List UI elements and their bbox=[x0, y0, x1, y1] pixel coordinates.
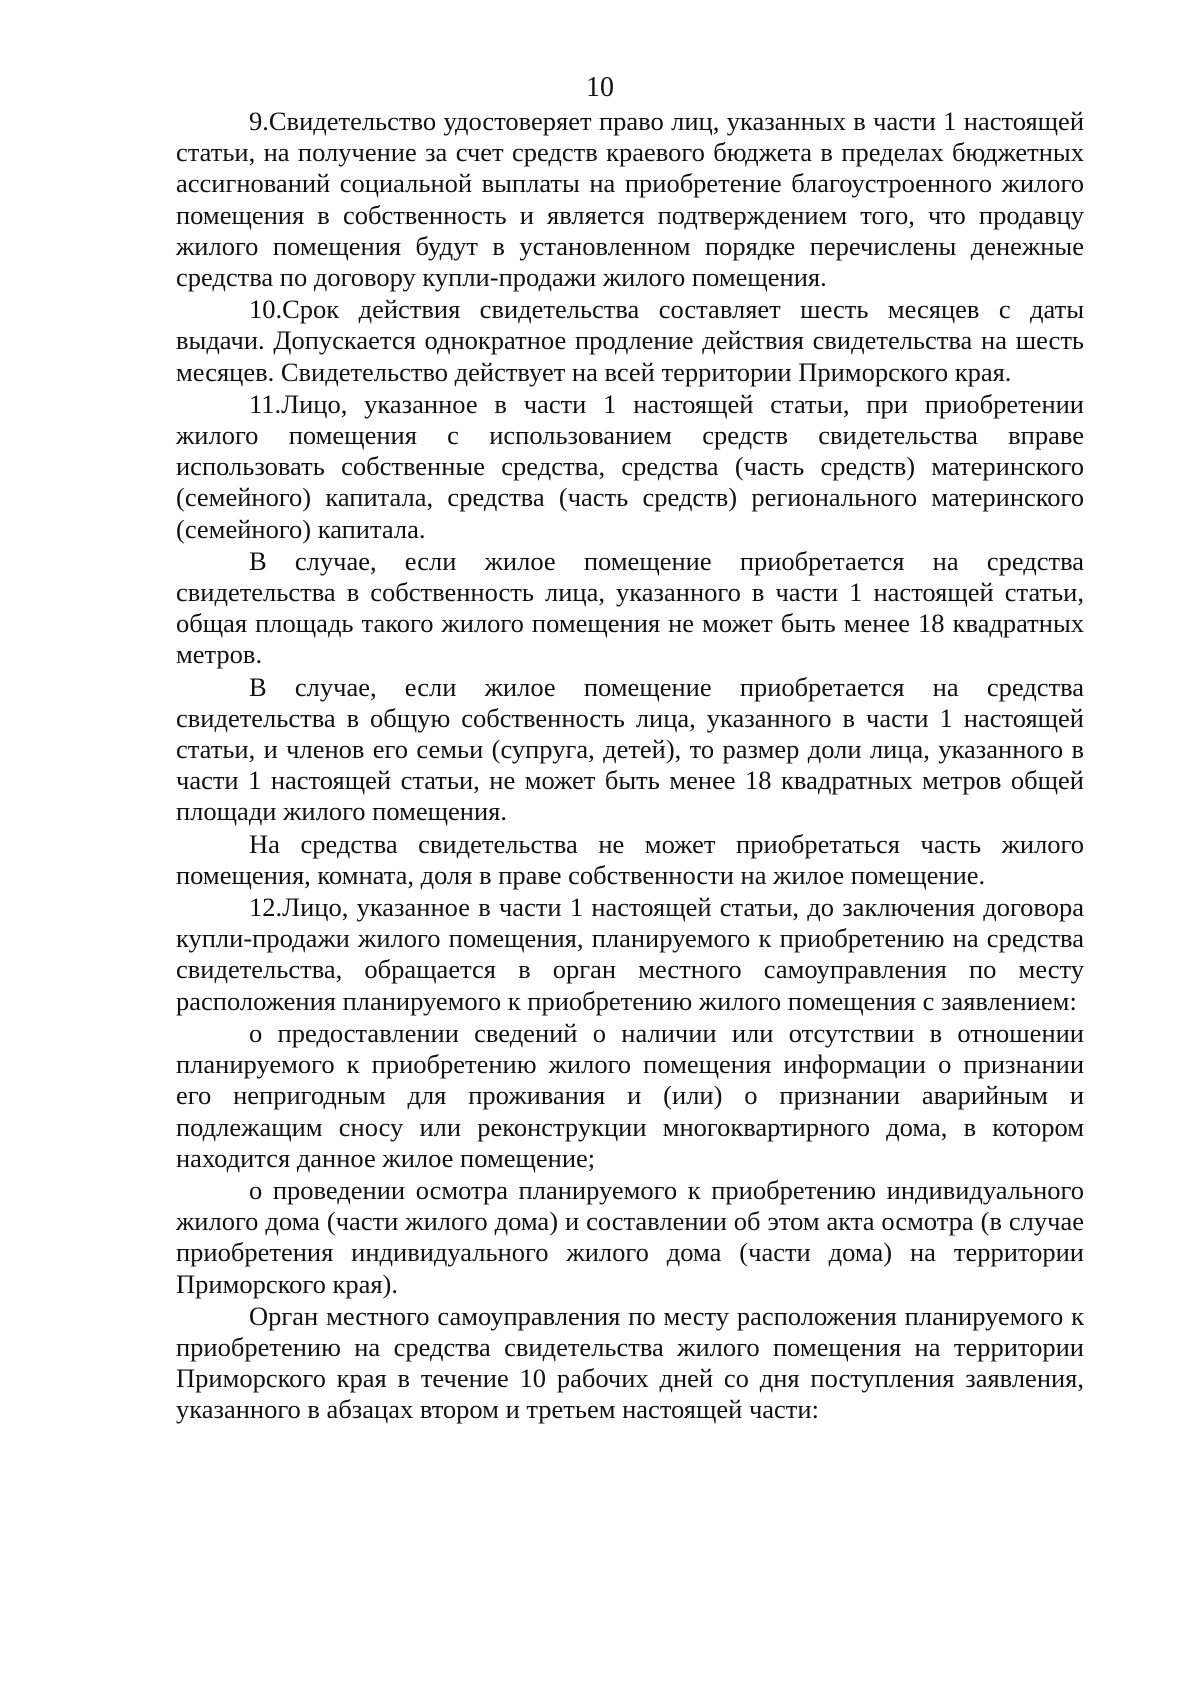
document-body bbox=[176, 106, 1084, 1427]
paragraph-9: 9.Свидетельство удостоверяет право лиц, указанных в части 1 настоящей статьи, на получение за счет средств краевого бюджета в пределах бюджетных ассигнований социальной выплаты на приобретение благоустроенного жилого помещения в собственность и является подтверждением того, что продавцу жилого помещения будут в установленном порядке перечислены денежные средства по договору купли-продажи жилого помещения. bbox=[176, 106, 1084, 293]
paragraph-12: 12.Лицо, указанное в части 1 настоящей статьи, до заключения договора купли-продажи жилого помещения, планируемого к приобретению на средства свидетельства, обращается в орган местного самоуправления по месту расположения планируемого к приобретению жилого помещения с заявлением: bbox=[176, 892, 1084, 1016]
paragraph-10: 10.Срок действия свидетельства составляет шесть месяцев с даты выдачи. Допускается однократное продление действия свидетельства на шесть месяцев. Свидетельство действует на всей территории Приморского края. bbox=[176, 294, 1084, 387]
paragraph-11-restriction: На средства свидетельства не может приобретаться часть жилого помещения, комната, доля в праве собственности на жилое помещение. bbox=[176, 828, 1084, 890]
page-number: 10 bbox=[586, 72, 614, 103]
paragraph-12-item-2: о проведении осмотра планируемого к приобретению индивидуального жилого дома (части жилого дома) и составлении об этом акта осмотра (в случае приобретения индивидуального жилого дома (части дома) на территории Приморского края). bbox=[176, 1174, 1084, 1299]
paragraph-11: 11.Лицо, указанное в части 1 настоящей статьи, при приобретении жилого помещения с использованием средств свидетельства вправе использовать собственные средства, средства (часть средств) материнского (семейного) капитала, средства (часть средств) регионального материнского (семейного) капитала. bbox=[176, 388, 1084, 544]
paragraph-12-item-1: о предоставлении сведений о наличии или отсутствии в отношении планируемого к приобретению жилого помещения информации о признании его непригодным для проживания и (или) о признании аварийным и подлежащим сносу или реконструкции многоквартирного дома, в котором находится данное жилое помещение; bbox=[176, 1017, 1084, 1173]
paragraph-11-area-individual: В случае, если жилое помещение приобретается на средства свидетельства в собственность лица, указанного в части 1 настоящей статьи, общая площадь такого жилого помещения не может быть менее 18 квадратных метров. bbox=[176, 545, 1084, 670]
paragraph-12-authority: Орган местного самоуправления по месту расположения планируемого к приобретению на средства свидетельства жилого помещения на территории Приморского края в течение 10 рабочих дней со дня поступления заявления, указанного в абзацах втором и третьем настоящей части: bbox=[176, 1300, 1084, 1425]
paragraph-11-area-shared: В случае, если жилое помещение приобретается на средства свидетельства в общую собственность лица, указанного в части 1 настоящей статьи, и членов его семьи (супруга, детей), то размер доли лица, указанного в части 1 настоящей статьи, не может быть менее 18 квадратных метров общей площади жилого помещения. bbox=[176, 671, 1084, 827]
